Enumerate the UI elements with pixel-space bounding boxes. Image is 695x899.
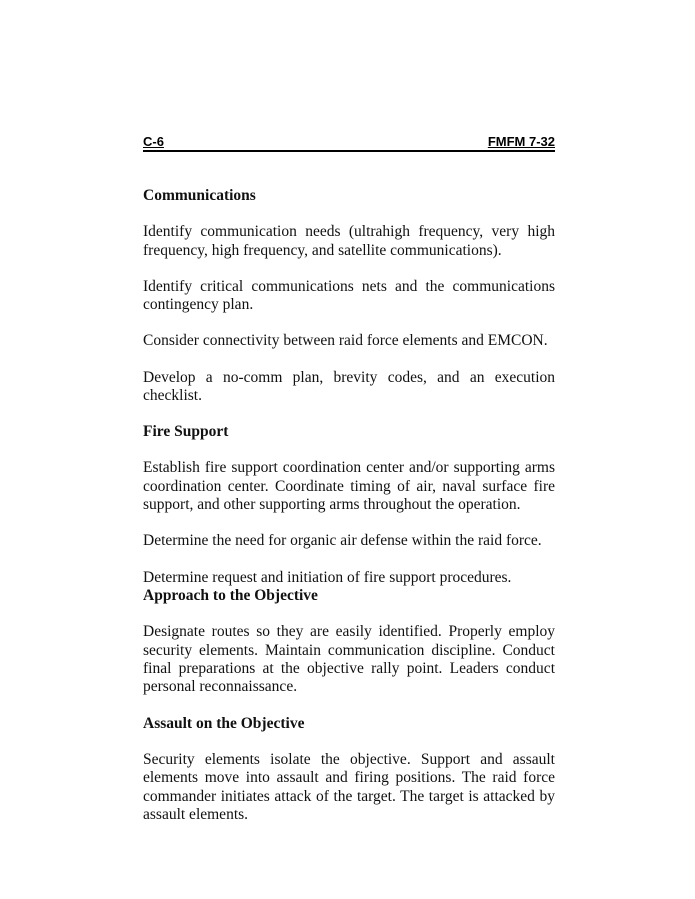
paragraph-line: security elements. Maintain communication discipline. Conduct: [143, 641, 555, 659]
paragraph-line: Identify communication needs (ultrahigh frequency, very high: [143, 223, 555, 241]
paragraph-line: Consider connectivity between raid force elements and EMCON.: [143, 332, 548, 350]
paragraph-line: contingency plan.: [143, 296, 254, 314]
paragraph-line: commander initiates attack of the target. The target is attacked by: [143, 787, 555, 805]
paragraph-line: frequency, high frequency, and satellite communications).: [143, 241, 502, 259]
paragraph: [143, 332, 555, 350]
paragraph-line: assault elements.: [143, 806, 249, 824]
paragraph: [143, 278, 555, 315]
section-heading: Communications: [143, 187, 256, 204]
paragraph-line: Identify critical communications nets and the communications: [143, 277, 555, 295]
paragraph: [143, 751, 555, 825]
section-heading: Approach to the Objective: [143, 587, 318, 605]
paragraph-line: Determine request and initiation of fire support procedures.: [143, 568, 512, 586]
document-id: FMFM 7-32: [487, 134, 555, 149]
paragraph: [143, 623, 555, 697]
section-heading: Assault on the Objective: [143, 714, 305, 732]
paragraph: [143, 223, 555, 260]
document-body: [143, 136, 555, 825]
paragraph: [143, 532, 555, 550]
paragraph: [143, 369, 555, 406]
paragraph-line: elements move into assault and firing positions. The raid force: [143, 769, 555, 787]
paragraph-line: final preparations at the objective rally point. Leaders conduct: [143, 660, 555, 678]
page-number: C-6: [143, 134, 164, 149]
section-heading: Fire Support: [143, 423, 229, 441]
paragraph-line: Establish fire support coordination center and/or supporting arms: [143, 459, 555, 477]
paragraph-line: Designate routes so they are easily identified. Properly employ: [143, 623, 555, 641]
document-header: [143, 136, 555, 152]
paragraph-line: Security elements isolate the objective. Support and assault: [143, 750, 555, 768]
paragraph-line: Determine the need for organic air defense within the raid force.: [143, 532, 542, 550]
paragraph-line: checklist.: [143, 387, 202, 405]
paragraph: [143, 569, 555, 587]
paragraph: [143, 459, 555, 514]
document-content: [143, 187, 555, 825]
paragraph-line: coordination center. Coordinate timing of air, naval surface fire: [143, 477, 555, 495]
paragraph-line: support, and other supporting arms throughout the operation.: [143, 496, 521, 514]
paragraph-line: personal reconnaissance.: [143, 678, 298, 696]
paragraph-line: Develop a no-comm plan, brevity codes, and an execution: [143, 368, 555, 386]
